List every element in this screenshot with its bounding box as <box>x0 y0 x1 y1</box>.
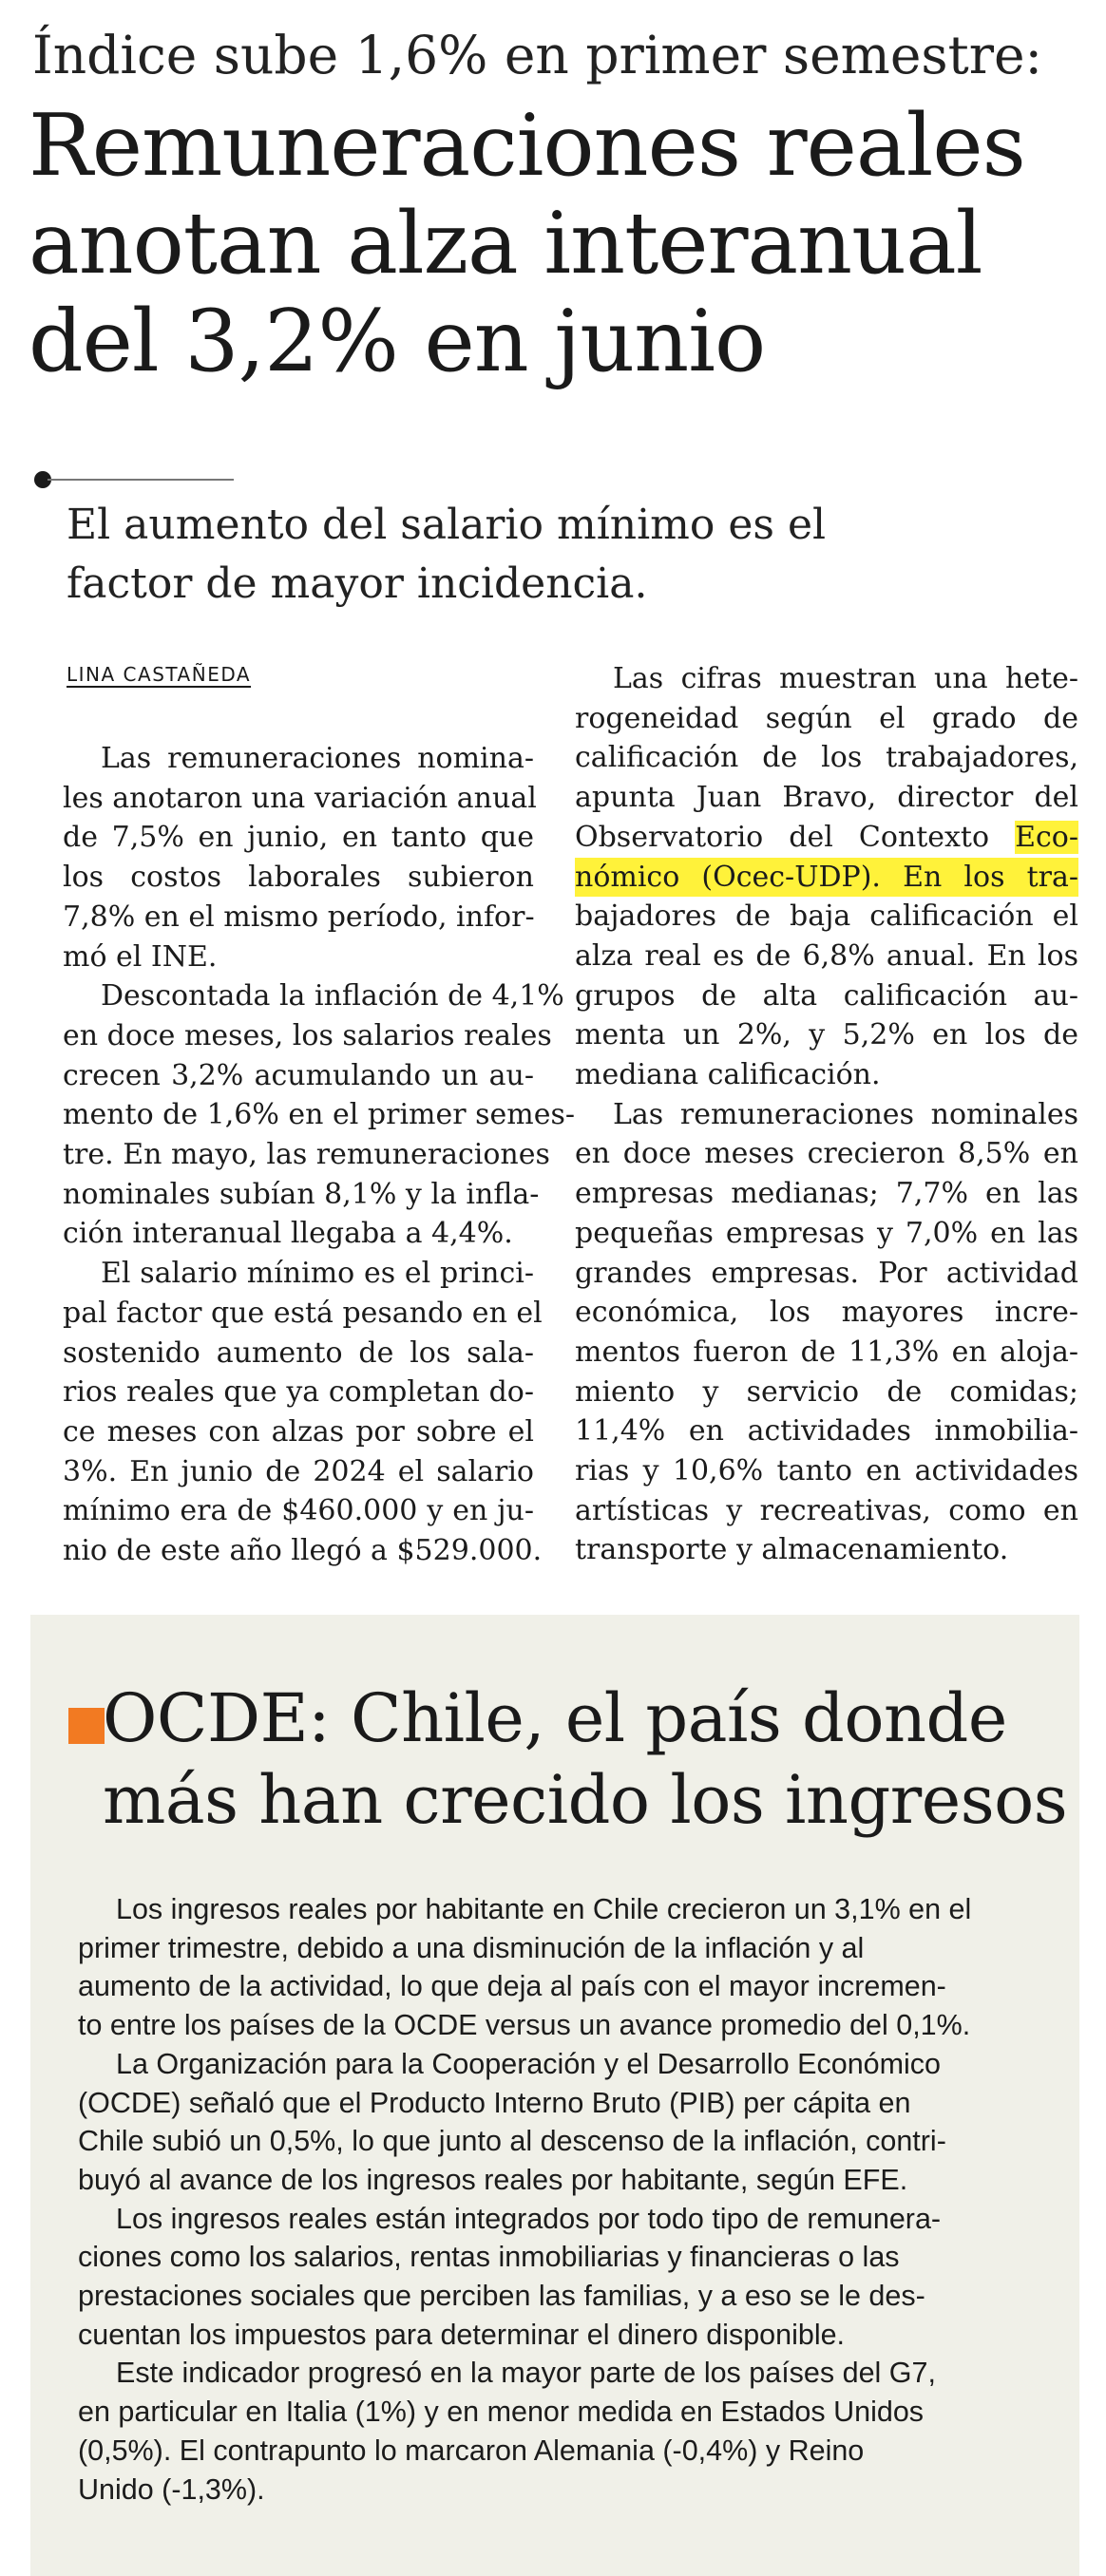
text-line: crecen 3,2% acumulando un au- <box>63 1058 534 1092</box>
text-line: transporte y almacenamiento. <box>575 1533 1009 1567</box>
text-line: El salario mínimo es el princi- <box>101 1257 534 1291</box>
box-title <box>103 1677 1068 1841</box>
text-line: ce meses con alzas por sobre el <box>63 1414 534 1449</box>
orange-square-icon <box>68 1708 105 1744</box>
text-line: Las cifras muestran una hete- <box>613 662 1078 695</box>
box-text-line: Los ingresos reales están integrados por todo tipo de remunera- <box>116 2202 942 2235</box>
text-line: artísticas y recreativas, como en <box>575 1493 1078 1527</box>
box-text-line: (0,5%). El contrapunto lo marcaron Alemania (-0,4%) y Reino <box>78 2434 865 2467</box>
box-text-line: to entre los países de la OCDE versus un avance promedio del 0,1%. <box>78 2009 971 2042</box>
ocde-sidebar-box <box>30 1615 1079 2576</box>
subheadline <box>67 496 1074 614</box>
byline: LINA CASTAÑEDA <box>67 663 252 686</box>
text-line: nio de este año llegó a $529.000. <box>63 1534 543 1568</box>
text-line: sostenido aumento de los sala- <box>63 1335 534 1370</box>
box-text-line: en particular en Italia (1%) y en menor medida en Estados Unidos <box>78 2396 925 2429</box>
text-line: 7,8% en el mismo período, infor- <box>63 900 535 934</box>
text-line: 3%. En junio de 2024 el salario <box>63 1454 534 1488</box>
text-line: en doce meses, los salarios reales <box>63 1018 552 1052</box>
subheadline-line: El aumento del salario mínimo es el <box>67 501 827 549</box>
box-text-line: Unido (-1,3%). <box>78 2472 265 2506</box>
box-text-line: primer trimestre, debido a una disminución de la inflación y al <box>78 1931 865 1964</box>
box-text-line: aumento de la actividad, lo que deja al país con el mayor incremen- <box>78 1970 946 2003</box>
text-line-highlight-partial <box>575 818 1078 858</box>
text-line: Las remuneraciones nominales <box>613 1097 1078 1131</box>
text-line: miento y servicio de comidas; <box>575 1374 1078 1409</box>
text-line: rios reales que ya completan do- <box>63 1375 534 1410</box>
headline <box>29 97 1083 390</box>
text-line: los costos laborales subieron <box>63 861 534 895</box>
box-text-line: buyó al avance de los ingresos reales por habitante, según EFE. <box>78 2163 908 2196</box>
highlighted-text-line: nómico (Ocec-UDP). En los tra- <box>575 858 1078 898</box>
text-line: en doce meses crecieron 8,5% en <box>575 1137 1078 1171</box>
text-line-segment <box>575 821 1078 854</box>
box-title-line: más han crecido los ingresos <box>103 1761 1068 1839</box>
box-text-line: cuentan los impuestos para determinar el dinero disponible. <box>78 2318 846 2351</box>
box-text-line: Los ingresos reales por habitante en Chile crecieron un 3,1% en el <box>116 1893 972 1925</box>
text-line: mento de 1,6% en el primer semes- <box>63 1098 576 1132</box>
text-line: alza real es de 6,8% anual. En los <box>575 938 1078 973</box>
highlighted-segment: Eco- <box>1015 820 1078 854</box>
subheadline-line: factor de mayor incidencia. <box>67 559 648 608</box>
text-line: tre. En mayo, las remuneraciones <box>63 1138 550 1172</box>
text-line: económica, los mayores incre- <box>575 1296 1078 1330</box>
box-body <box>78 1890 1066 2509</box>
headline-line: anotan alza interanual <box>29 194 982 294</box>
text-line: mó el INE. <box>63 939 218 974</box>
text-line: nominales subían 8,1% y la infla- <box>63 1177 540 1211</box>
text-line: menta un 2%, y 5,2% en los de <box>575 1018 1078 1052</box>
text-line: ción interanual llegaba a 4,4%. <box>63 1217 513 1251</box>
text-line: pal factor que está pesando en el <box>63 1296 543 1330</box>
text-line: Descontada la inflación de 4,1% <box>101 979 564 1013</box>
kicker: Índice sube 1,6% en primer semestre: <box>32 25 1043 85</box>
text-line: grupos de alta calificación au- <box>575 978 1078 1013</box>
text-line: empresas medianas; 7,7% en las <box>575 1177 1078 1211</box>
article-column-left <box>63 739 576 1571</box>
box-text-line: Chile subió un 0,5%, lo que junto al descenso de la inflación, contri- <box>78 2125 946 2158</box>
box-title-line: OCDE: Chile, el país donde <box>103 1679 1007 1757</box>
text-line: apunta Juan Bravo, director del <box>575 781 1078 815</box>
text-line-segment: Observatorio del Contexto <box>575 820 1016 854</box>
text-line: rogeneidad según el grado de <box>575 701 1078 735</box>
article-column-right <box>575 659 1078 1570</box>
text-line: grandes empresas. Por actividad <box>575 1256 1078 1290</box>
text-line: pequeñas empresas y 7,0% en las <box>575 1216 1078 1250</box>
text-line: les anotaron una variación anual <box>63 781 537 815</box>
box-text-line: Este indicador progresó en la mayor parte de los países del G7, <box>116 2357 936 2390</box>
divider-line <box>48 479 234 481</box>
text-line: mínimo era de $460.000 y en ju- <box>63 1494 534 1528</box>
text-line: calificación de los trabajadores, <box>575 741 1078 775</box>
text-line: mentos fueron de 11,3% en aloja- <box>575 1335 1078 1369</box>
text-line: 11,4% en actividades inmobilia- <box>575 1414 1078 1449</box>
box-text-line: La Organización para la Cooperación y el Desarrollo Económico <box>116 2047 942 2080</box>
box-text-line: (OCDE) señaló que el Producto Interno Bruto (PIB) per cápita en <box>78 2086 911 2119</box>
box-text-line: ciones como los salarios, rentas inmobiliarias y financieras o las <box>78 2241 900 2274</box>
headline-line: del 3,2% en junio <box>29 292 766 391</box>
text-line: Las remuneraciones nomina- <box>101 742 534 775</box>
text-line: mediana calificación. <box>575 1058 881 1092</box>
box-text-line: prestaciones sociales que perciben las familias, y a eso se le des- <box>78 2280 925 2313</box>
headline-line: Remuneraciones reales <box>29 96 1025 196</box>
text-line: bajadores de baja calificación el <box>575 900 1078 934</box>
text-line: de 7,5% en junio, en tanto que <box>63 821 534 855</box>
text-line: rias y 10,6% tanto en actividades <box>575 1454 1078 1488</box>
